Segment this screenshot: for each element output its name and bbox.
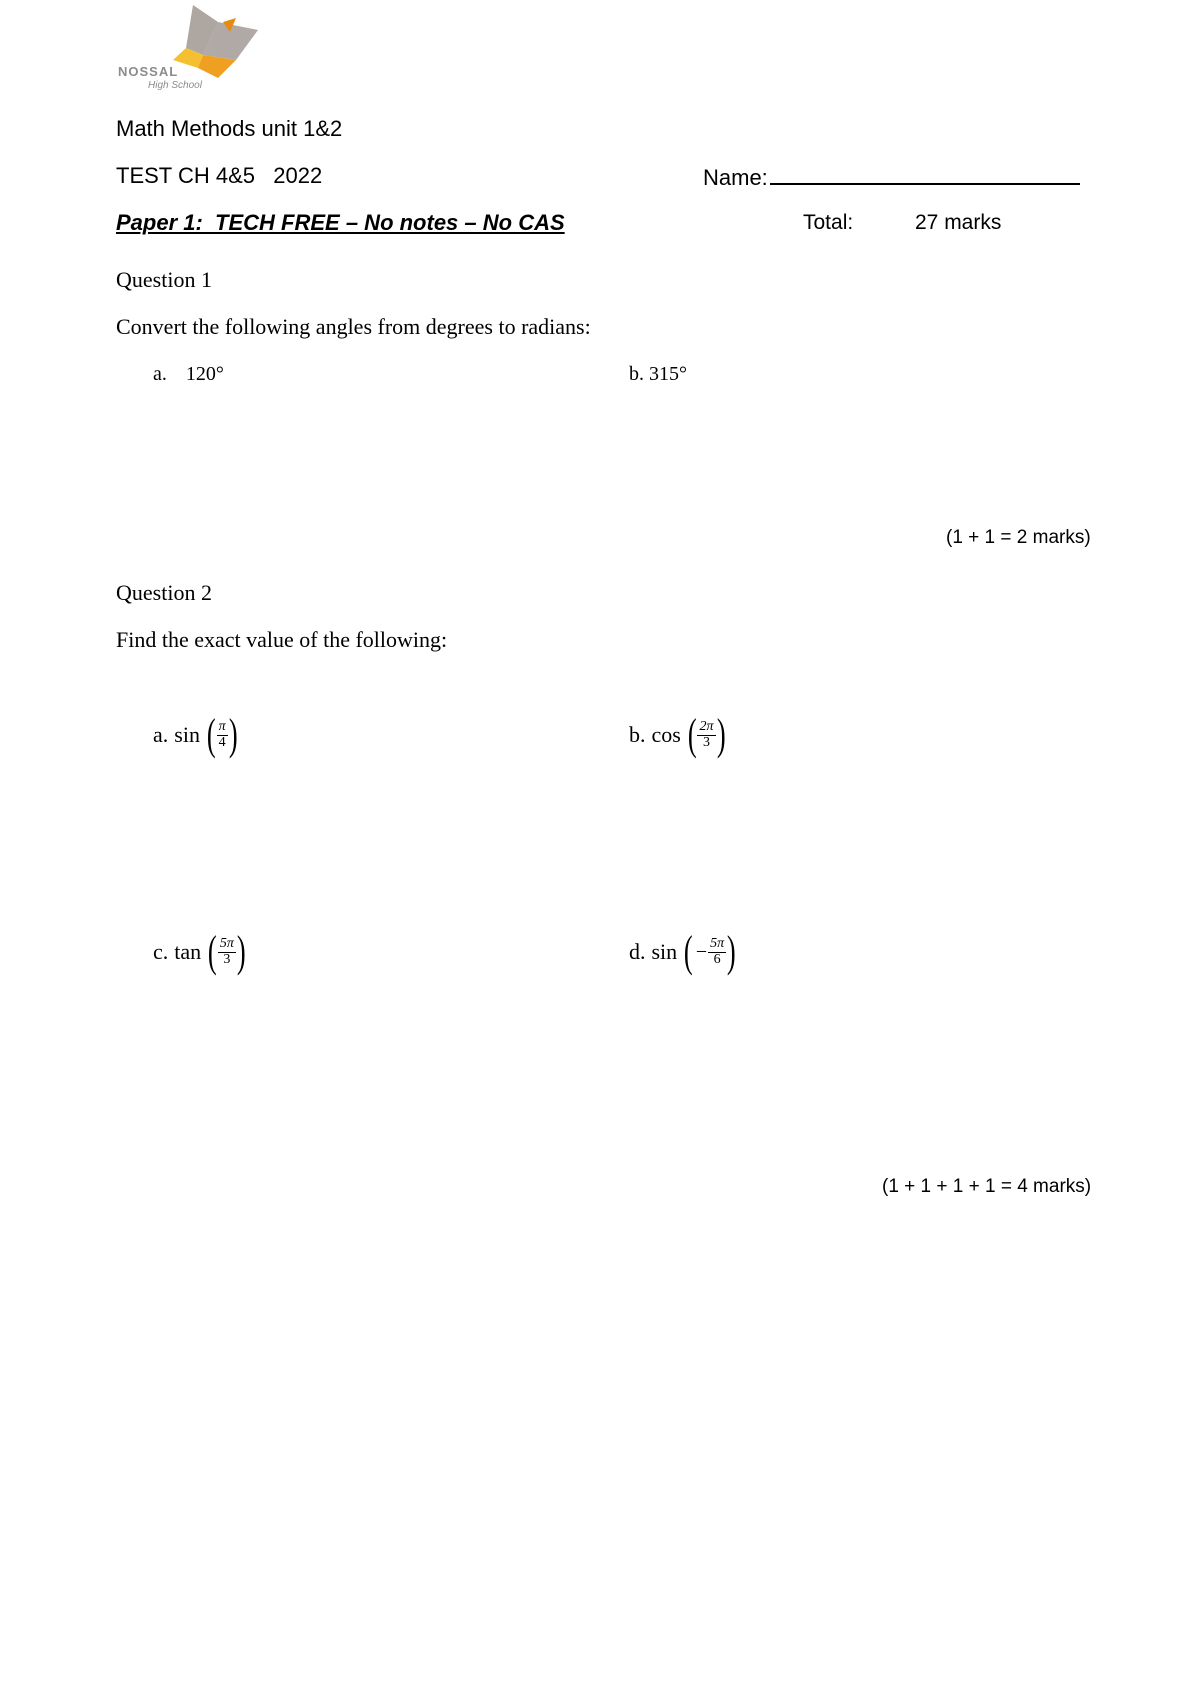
logo-subtitle: High School bbox=[148, 80, 202, 91]
name-label: Name: bbox=[703, 165, 768, 190]
q1-item-b-label: b. bbox=[629, 363, 644, 385]
q2-item-b-function: cos bbox=[651, 722, 681, 747]
q2-item-d-fraction bbox=[708, 937, 726, 967]
q1-item-a-value: 120° bbox=[185, 363, 224, 385]
q1-item-b-value: 315° bbox=[649, 363, 687, 385]
q1-item-a bbox=[153, 363, 224, 386]
question-1-prompt: Convert the following angles from degrees to radians: bbox=[116, 314, 591, 339]
q2-item-c-function: tan bbox=[174, 939, 202, 964]
q2-item-d-numerator: 5π bbox=[710, 935, 725, 951]
question-1-marks: (1 + 1 = 2 marks) bbox=[946, 527, 1091, 548]
q2-item-c-numerator: 5π bbox=[219, 935, 234, 951]
name-line bbox=[770, 163, 1080, 185]
q2-item-a: a. sin ( $\frac{\pi}{4}$ ) bbox=[153, 710, 238, 759]
q2-item-a-label: a. bbox=[153, 722, 169, 747]
question-2-prompt: Find the exact value of the following: bbox=[116, 627, 448, 652]
q2-item-b-denominator: 3 bbox=[702, 734, 710, 750]
q2-item-c-fraction bbox=[218, 937, 236, 967]
q2-item-a-function: sin bbox=[174, 722, 200, 747]
name-field bbox=[703, 163, 1080, 191]
q2-item-c: c. tan ( $\frac{5\pi}{3}$ ) bbox=[153, 927, 246, 976]
q2-item-b: b. cos ( $\frac{2\pi}{3}$ ) bbox=[629, 710, 726, 759]
q2-item-b-label: b. bbox=[629, 722, 646, 747]
q2-item-a-denominator: 4 bbox=[218, 734, 226, 750]
q2-item-c-denominator: 3 bbox=[223, 951, 231, 967]
question-2-marks: (1 + 1 + 1 + 1 = 4 marks) bbox=[882, 1176, 1092, 1197]
q1-item-a-label: a. bbox=[153, 363, 167, 385]
course-title: Math Methods unit 1&2 bbox=[116, 116, 343, 141]
q2-item-d-function: sin bbox=[651, 939, 678, 964]
q2-item-d-denominator: 6 bbox=[713, 951, 721, 967]
q2-item-a-numerator: π bbox=[218, 718, 226, 734]
q1-item-b bbox=[629, 363, 687, 386]
question-2-heading: Question 2 bbox=[116, 580, 212, 605]
q2-item-d-sign: − bbox=[695, 940, 708, 963]
total-label: Total: bbox=[803, 211, 854, 234]
q2-item-d: d. sin ( − $\frac{5\pi}{6}$ ) bbox=[629, 927, 736, 976]
q2-item-c-label: c. bbox=[153, 939, 169, 964]
school-logo bbox=[118, 0, 288, 92]
logo-name: NOSSAL bbox=[118, 64, 179, 79]
total-value: 27 marks bbox=[915, 211, 1002, 234]
paper-title: Paper 1: TECH FREE – No notes – No CAS bbox=[116, 210, 565, 235]
question-1-heading: Question 1 bbox=[116, 267, 212, 292]
q2-item-b-numerator: 2π bbox=[699, 718, 714, 734]
q2-item-b-fraction bbox=[697, 720, 715, 750]
test-title: TEST CH 4&5 2022 bbox=[116, 163, 323, 188]
q2-item-a-fraction bbox=[217, 720, 228, 750]
q2-item-d-label: d. bbox=[629, 939, 646, 964]
